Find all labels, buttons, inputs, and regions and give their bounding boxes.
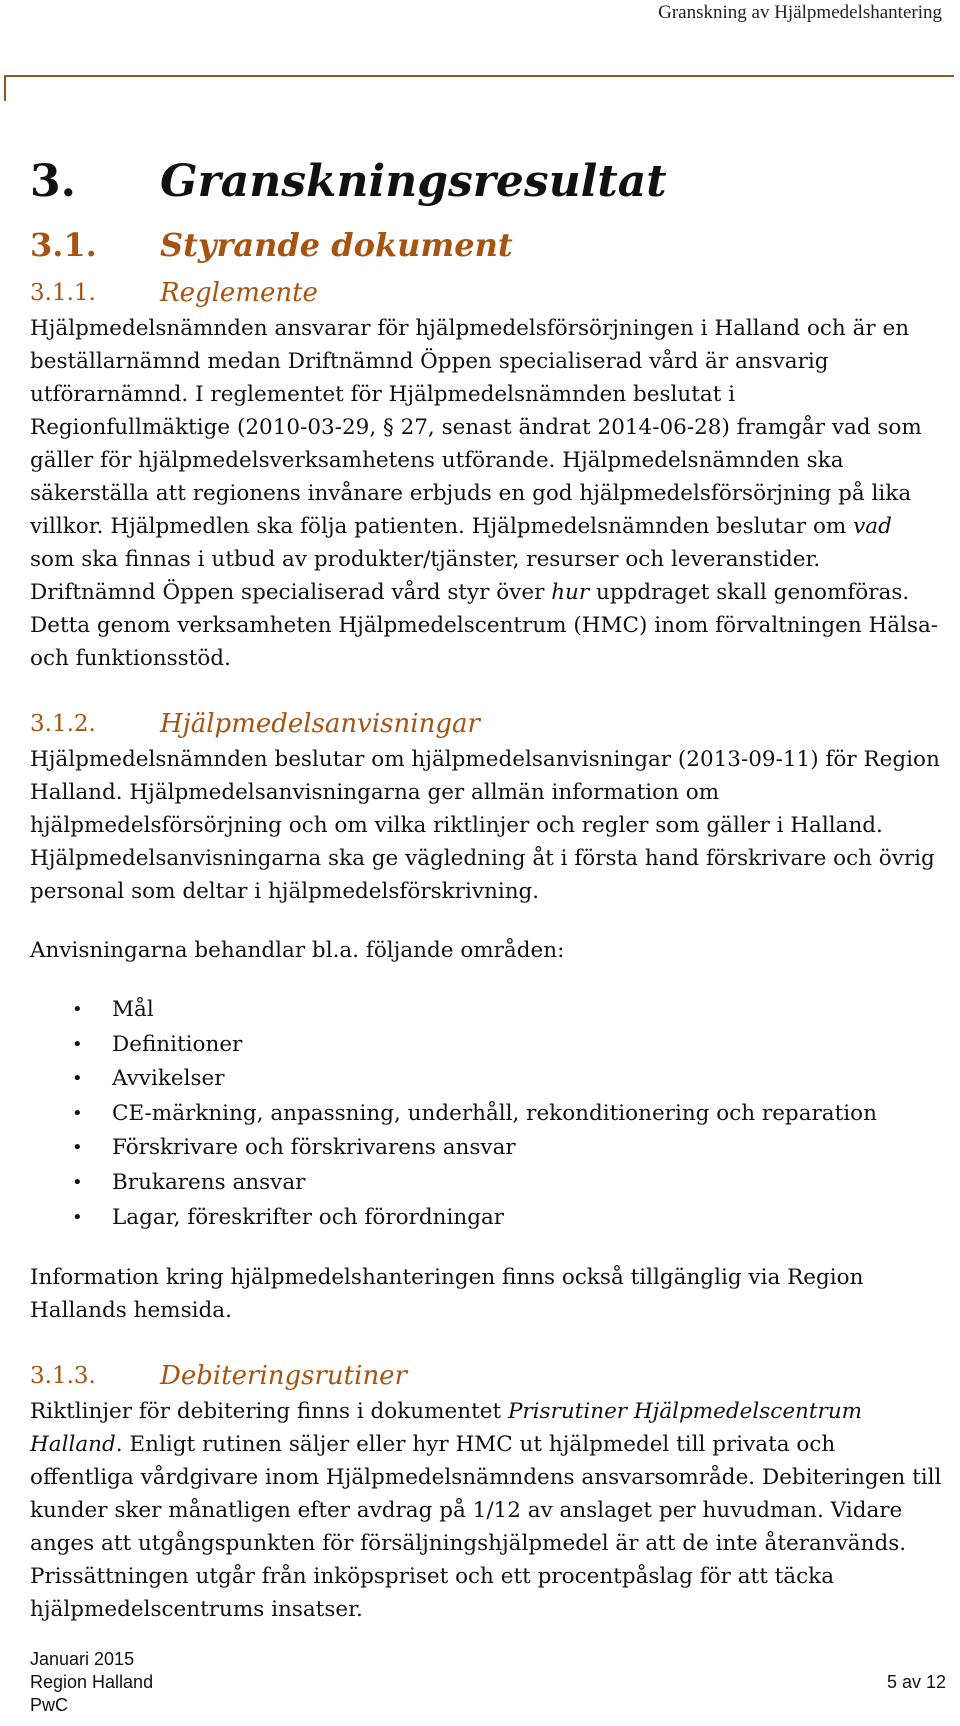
paragraph-omraden-intro: Anvisningarna behandlar bl.a. följande områden: [30,938,565,963]
section-heading [30,216,942,274]
list-item [30,1062,942,1097]
paragraph-anvisningar: Hjälpmedelsnämnden beslutar om hjälpmedelsanvisningar (2013-09-11) för Region Halland. Hjälpmedelsanvisningarna ger allmän information om hjälpmedelsförsörjning och om vilka riktlinjer och regler som gäller i Halland. Hjälpmedelsanvisningarna ska ge vägledning åt i första hand förskrivare och övrig personal som deltar i hjälpmedelsförskrivning. [30,747,940,904]
list-item [30,1028,942,1063]
bullet-icon: • [72,1102,83,1124]
page-number: 5 av 12 [886,1672,946,1692]
subsection-title: Debiteringsrutiner [160,1361,407,1392]
bullet-icon: • [72,1137,83,1159]
bullet-icon: • [72,1068,83,1090]
list-item [30,1166,942,1201]
paragraph-hemsida: Information kring hjälpmedelshanteringen finns också tillgänglig via Region Hallands hemsida. [30,1265,864,1324]
paragraph-debitering [30,1395,942,1626]
bullet-icon: • [72,1033,83,1055]
list-item-text: Brukarens ansvar [112,1169,306,1195]
list-item [30,993,942,1028]
list-item [30,1131,942,1166]
chapter-number: 3. [30,156,76,207]
chapter-title: Granskningsresultat [160,156,667,207]
header-rule [4,75,954,77]
subsection-number: 3.1.1. [30,280,96,306]
chapter-heading [30,148,942,216]
list-item-text: Mål [112,997,154,1022]
italic-run: vad [853,514,892,539]
running-header-title: Granskning av Hjälpmedelshantering [658,2,942,23]
text-run: . Enligt rutinen säljer eller hyr HMC ut hjälpmedel till privata och offentliga vårdgivare inom Hjälpmedelsnämndens ansvarsområde. Debiteringen till kunder sker månatligen efter avdrag på 1/12 av anslaget per huvudman. Vidare anges att utgångspunkten för försäljningshjälpmedel är att de inte återanvänds. Prissättningen utgår från inköpspriset och ett procentpåslag för att täcka hjälpmedelscentrums insatser. [30,1432,942,1623]
footer-date: Januari 2015 [30,1649,135,1669]
section-title: Styrande dokument [160,226,513,264]
list-item-text: Lagar, föreskrifter och förordningar [112,1204,505,1230]
subsection-number: 3.1.3. [30,1363,96,1390]
list-item-text: CE-märkning, anpassning, underhåll, rekonditionering och reparation [112,1100,877,1126]
subsection-number: 3.1.2. [30,711,96,737]
bullet-list-omraden [30,993,942,1235]
page-footer [30,1648,946,1720]
text-run: uppdraget skall genomföras. Detta genom verksamheten Hjälpmedelscentrum (HMC) inom förvaltningen Hälsa- och funktionsstöd. [30,580,939,671]
paragraph-reglemente [30,312,942,675]
subsection-heading-reglemente [30,274,942,312]
list-item [30,1097,942,1132]
subsection-title: Hjälpmedelsanvisningar [160,709,480,739]
list-item-text: Definitioner [112,1031,243,1057]
text-run: Riktlinjer för debitering finns i dokumentet [30,1399,508,1425]
list-item [30,1201,942,1236]
subsection-heading-debitering [30,1357,942,1395]
bullet-icon: • [72,1171,83,1193]
italic-run: hur [551,580,590,605]
italic-run: Prisrutiner Hjälpmedelscentrum Halland [30,1399,863,1458]
text-run: Hjälpmedelsnämnden ansvarar för hjälpmedelsförsörjningen i Halland och är en beställarnämnd medan Driftnämnd Öppen specialiserad vård är ansvarig utförarnämnd. I reglementet för Hjälpmedelsnämnden beslutat i Regionfullmäktige (2010-03-29, § 27, senast ändrat 2014-06-28) framgår vad som gäller för hjälpmedelsverksamhetens utförande. Hjälpmedelsnämnden ska säkerställa att regionens invånare erbjuds en god hjälpmedelsförsörjning på lika villkor. Hjälpmedlen ska följa patienten. Hjälpmedelsnämnden beslutar om [30,316,922,539]
footer-firm: PwC [30,1695,69,1715]
header-rule-corner [4,75,6,101]
bullet-icon: • [72,1206,83,1228]
section-number: 3.1. [30,226,97,264]
subsection-heading-anvisningar [30,705,942,743]
text-run: som ska finnas i utbud av produkter/tjänster, resurser och leveranstider. Driftnämnd Öppen specialiserad vård styr över [30,547,821,605]
list-item-text: Avvikelser [112,1066,225,1092]
footer-organization: Region Halland [30,1672,154,1692]
list-item-text: Förskrivare och förskrivarens ansvar [112,1135,516,1161]
subsection-title: Reglemente [160,278,318,308]
bullet-icon: • [72,999,83,1020]
document-body [30,148,942,1626]
